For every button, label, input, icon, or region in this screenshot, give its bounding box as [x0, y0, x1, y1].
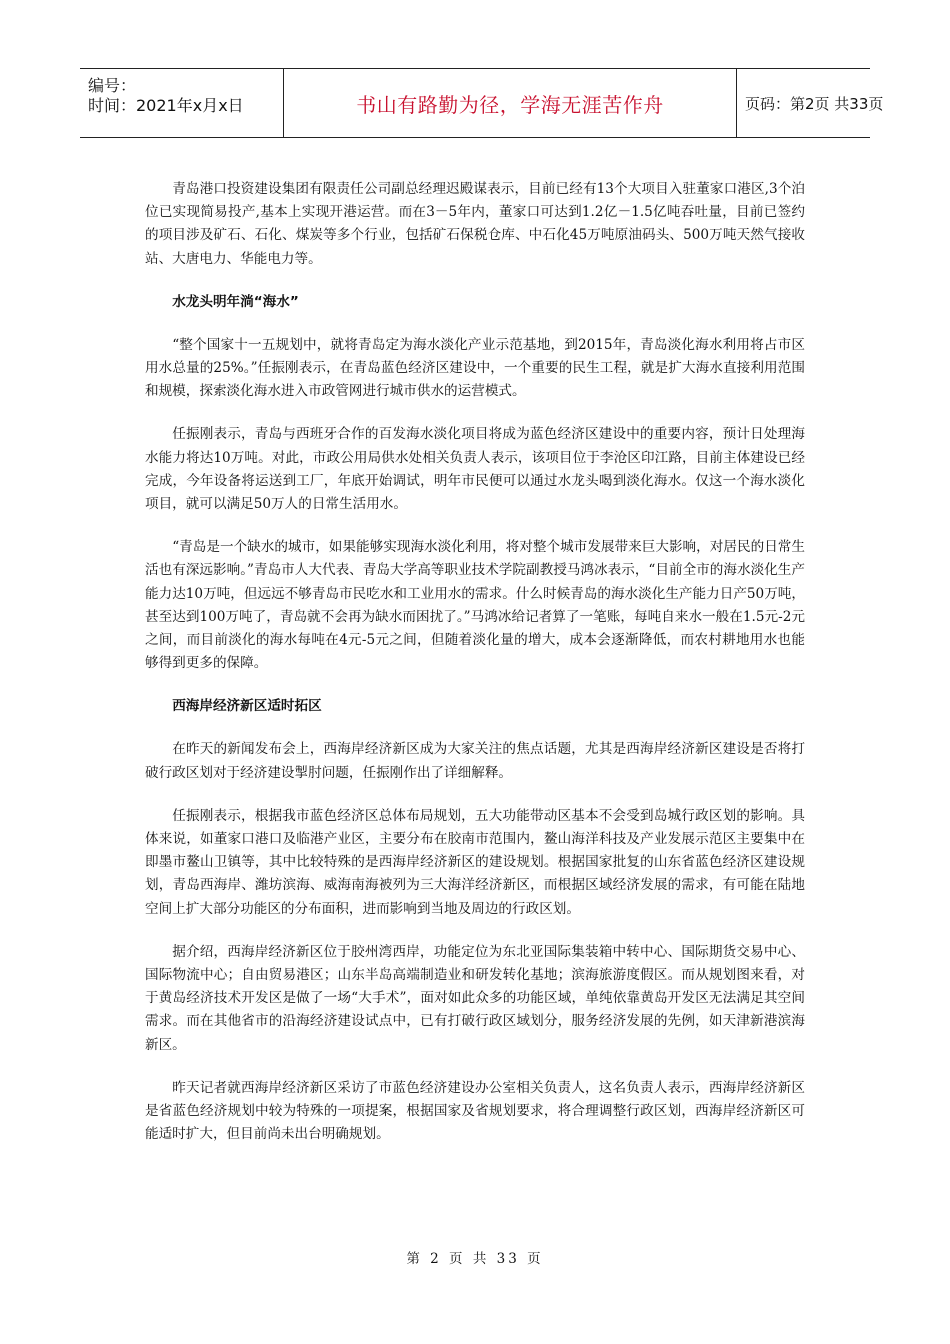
section-heading: 西海岸经济新区适时拓区 — [172, 698, 322, 715]
paragraph: 据介绍，西海岸经济新区位于胶州湾西岸，功能定位为东北亚国际集装箱中转中心、国际期货交易中心、国际物流中心；自由贸易港区；山东半岛高端制造业和研发转化基地；滨海旅游度假区。而从规划图来看，对于黄岛经济技术开发区是做了一场“大手术”，面对如此众多的功能区域，单纯依靠黄岛开发区无法满足其空间需求。而在其他省市的沿海经济建设试点中，已有打破行政区域划分，服务经济发展的先例，如天津新港滨海新区。 — [145, 943, 805, 1053]
article-body — [145, 178, 805, 1167]
header-motto: 书山有路勤为径，学海无涯苦作舟 — [356, 92, 664, 117]
paragraph: 青岛港口投资建设集团有限责任公司副总经理迟殿谋表示，目前已经有13个大项目入驻董家口港区,3个泊位已实现简易投产,基本上实现开港运营。而在3－5年内，董家口可达到1.2亿－1.5亿吨吞吐量，目前已签约的项目涉及矿石、石化、煤炭等多个行业，包括矿石保税仓库、中石化45万吨原油码头、500万吨天然气接收站、大唐电力、华能电力等。 — [145, 181, 805, 267]
section-heading: 水龙头明年淌“海水” — [172, 293, 299, 310]
document-header — [80, 68, 884, 138]
header-meta-cell — [80, 69, 284, 137]
paragraph: 任振刚表示，青岛与西班牙合作的百发海水淡化项目将成为蓝色经济区建设中的重要内容，预计日处理海水能力将达10万吨。对此，市政公用局供水处相关负责人表示，该项目位于李沧区印江路，目前主体建设已经完成，今年设备将运送到工厂，年底开始调试，明年市民便可以通过水龙头喝到淡化海水。仅这一个海水淡化项目，就可以满足50万人的日常生活用水。 — [145, 426, 805, 513]
header-page-cell — [737, 69, 884, 137]
page-footer: 第 2 页 共 33 页 — [406, 1251, 544, 1267]
header-page-number: 页码：第2页 共33页 — [745, 94, 884, 113]
paragraph: “青岛是一个缺水的城市，如果能够实现海水淡化利用，将对整个城市发展带来巨大影响，对居民的日常生活也有深远影响。”青岛市人大代表、青岛大学高等职业技术学院副教授马鸿冰表示，“目前全市的海水淡化生产能力达10万吨，但远远不够青岛市民吃水和工业用水的需求。什么时候青岛的海水淡化生产能力日产50万吨，甚至达到100万吨了，青岛就不会再为缺水而困扰了。”马鸿冰给记者算了一笔账，每吨自来水一般在1.5元-2元之间，而目前淡化的海水每吨在4元-5元之间，但随着淡化量的增大，成本会逐渐降低，而农村耕地用水也能够得到更多的保障。 — [145, 539, 805, 672]
document-time-label: 时间：2021年x月x日 — [88, 96, 244, 115]
paragraph: “整个国家十一五规划中，就将青岛定为海水淡化产业示范基地，到2015年，青岛淡化海水利用将占市区用水总量的25%。”任振刚表示，在青岛蓝色经济区建设中，一个重要的民生工程，就是扩大海水直接利用范围和规模，探索淡化海水进入市政管网进行城市供水的运营模式。 — [145, 336, 805, 400]
paragraph: 任振刚表示，根据我市蓝色经济区总体布局规划，五大功能带动区基本不会受到岛城行政区划的影响。具体来说，如董家口港口及临港产业区，主要分布在胶南市范围内，鳌山海洋科技及产业发展示范区主要集中在即墨市鳌山卫镇等，其中比较特殊的是西海岸经济新区的建设规划。根据国家批复的山东省蓝色经济区建设规划，青岛西海岸、潍坊滨海、威海南海被列为三大海洋经济新区，而根据区域经济发展的需求，有可能在陆地空间上扩大部分功能区的分布面积，进而影响到当地及周边的行政区划。 — [145, 807, 805, 917]
paragraph: 在昨天的新闻发布会上，西海岸经济新区成为大家关注的焦点话题，尤其是西海岸经济新区建设是否将打破行政区划对于经济建设掣肘问题，任振刚作出了详细解释。 — [145, 741, 805, 781]
paragraph: 昨天记者就西海岸经济新区采访了市蓝色经济建设办公室相关负责人，这名负责人表示，西海岸经济新区是省蓝色经济规划中较为特殊的一项提案，根据国家及省规划要求，将合理调整行政区划，西海岸经济新区可能适时扩大，但目前尚未出台明确规划。 — [145, 1079, 805, 1143]
document-code-label: 编号： — [88, 76, 137, 95]
header-motto-cell — [284, 69, 737, 137]
